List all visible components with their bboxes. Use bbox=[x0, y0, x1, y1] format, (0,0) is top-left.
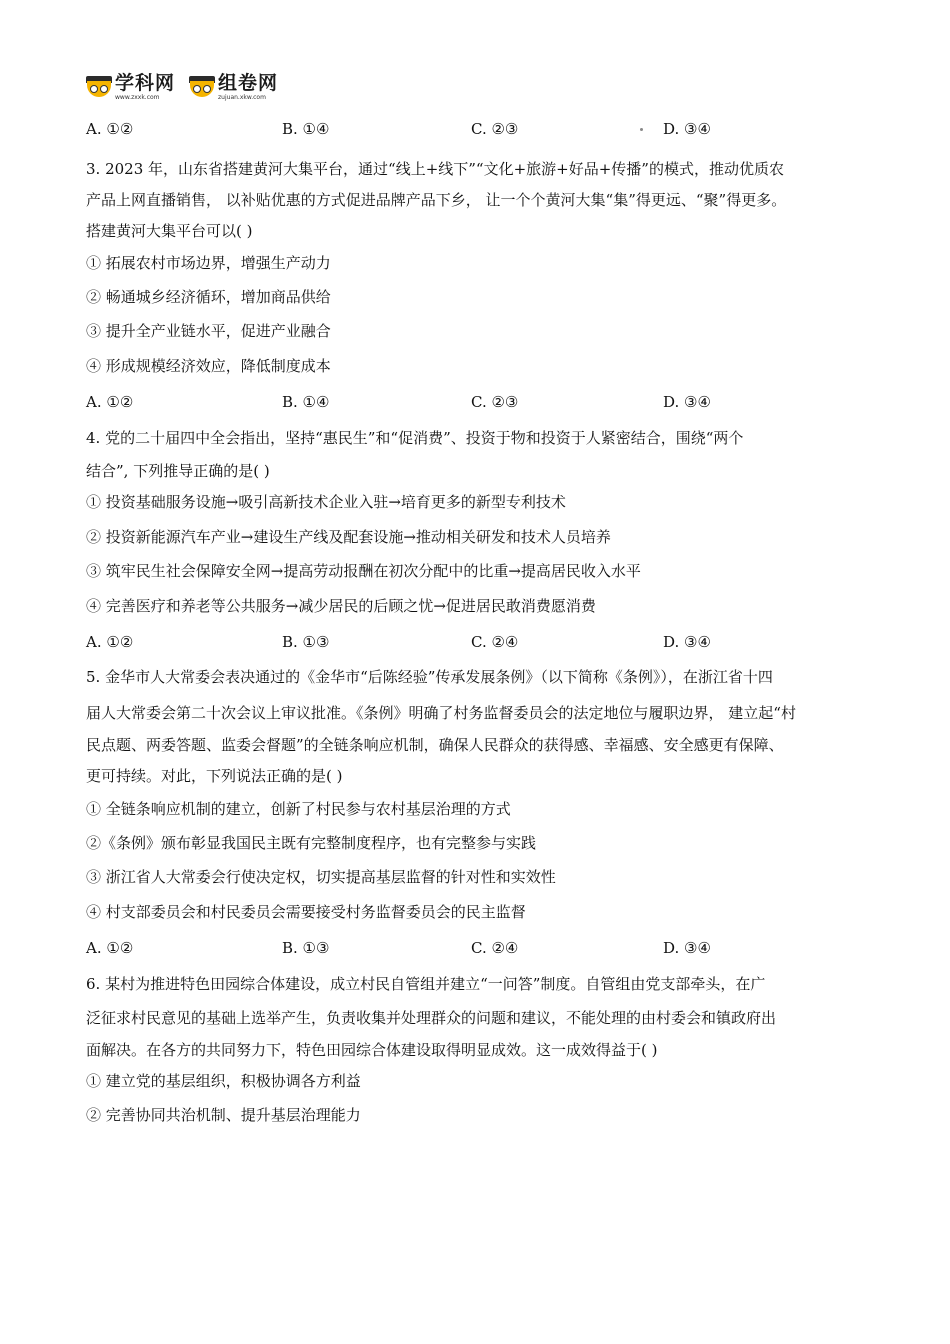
option-c[interactable]: C. ②④ bbox=[471, 633, 519, 651]
q4-stem-line: 结合”, 下列推导正确的是( ) bbox=[86, 462, 270, 480]
option-b[interactable]: B. ①④ bbox=[282, 120, 330, 138]
q5-item: ②《条例》颁布彰显我国民主既有完整制度程序，也有完整参与实践 bbox=[86, 834, 537, 852]
option-d[interactable]: D. ③④ bbox=[663, 120, 711, 138]
owl-logo-icon bbox=[86, 76, 112, 98]
option-d[interactable]: D. ③④ bbox=[663, 393, 711, 411]
q5-options bbox=[86, 938, 786, 958]
q5-stem-line: 民点题、两委答题、监委会督题”的全链条响应机制，确保人民群众的获得感、幸福感、安全感更有保障、 bbox=[86, 736, 784, 754]
q5-stem-line: 更可持续。对此，下列说法正确的是( ) bbox=[86, 767, 343, 785]
owl-logo-icon bbox=[189, 76, 215, 98]
q3-item: ② 畅通城乡经济循环，增加商品供给 bbox=[86, 288, 331, 306]
q5-stem-line: 届人大常委会第二十次会议上审议批准。《条例》明确了村务监督委员会的法定地位与履职边界， 建立起“村 bbox=[86, 704, 796, 722]
stray-dot bbox=[640, 128, 643, 131]
q3-item: ③ 提升全产业链水平，促进产业融合 bbox=[86, 322, 331, 340]
option-b[interactable]: B. ①③ bbox=[282, 633, 330, 651]
option-a[interactable]: A. ①② bbox=[86, 939, 134, 957]
q3-stem-line: 产品上网直播销售， 以补贴优惠的方式促进品牌产品下乡， 让一个个黄河大集“集”得更远、“聚”得更多。 bbox=[86, 191, 787, 209]
q5-item: ④ 村支部委员会和村民委员会需要接受村务监督委员会的民主监督 bbox=[86, 903, 526, 921]
q6-stem-line: 6. 某村为推进特色田园综合体建设，成立村民自管组并建立“一问答”制度。自管组由党支部牵头，在广 bbox=[86, 975, 766, 993]
q3-stem-line: 搭建黄河大集平台可以( ) bbox=[86, 222, 253, 240]
logo-url: www.zxxk.com bbox=[115, 93, 160, 101]
logo-name: 组卷网 bbox=[218, 71, 279, 94]
option-d[interactable]: D. ③④ bbox=[663, 633, 711, 651]
q2-options bbox=[86, 119, 786, 139]
option-a[interactable]: A. ①② bbox=[86, 633, 134, 651]
q4-options bbox=[86, 632, 786, 652]
page-header bbox=[86, 70, 292, 104]
q6-item: ① 建立党的基层组织，积极协调各方利益 bbox=[86, 1072, 361, 1090]
option-c[interactable]: C. ②③ bbox=[471, 120, 519, 138]
option-c[interactable]: C. ②③ bbox=[471, 393, 519, 411]
q3-item: ① 拓展农村市场边界，增强生产动力 bbox=[86, 254, 331, 272]
q3-item: ④ 形成规模经济效应，降低制度成本 bbox=[86, 357, 331, 375]
zujuan-logo bbox=[189, 71, 279, 101]
q5-item: ③ 浙江省人大常委会行使决定权，切实提高基层监督的针对性和实效性 bbox=[86, 868, 556, 886]
q3-options bbox=[86, 392, 786, 412]
q4-stem-line: 4. 党的二十届四中全会指出，坚持“惠民生”和“促消费”、投资于物和投资于人紧密结合，围绕“两个 bbox=[86, 429, 744, 447]
q4-item: ④ 完善医疗和养老等公共服务→减少居民的后顾之忧→促进居民敢消费愿消费 bbox=[86, 597, 596, 615]
option-d[interactable]: D. ③④ bbox=[663, 939, 711, 957]
option-a[interactable]: A. ①② bbox=[86, 120, 134, 138]
option-a[interactable]: A. ①② bbox=[86, 393, 134, 411]
option-b[interactable]: B. ①③ bbox=[282, 939, 330, 957]
q3-stem-line: 3. 2023 年，山东省搭建黄河大集平台，通过“线上+线下”“文化+旅游+好品+传播”的模式，推动优质农 bbox=[86, 160, 784, 178]
logo-url: zujuan.xkw.com bbox=[218, 93, 266, 101]
option-b[interactable]: B. ①④ bbox=[282, 393, 330, 411]
q4-item: ① 投资基础服务设施→吸引高新技术企业入驻→培育更多的新型专利技术 bbox=[86, 493, 566, 511]
q5-item: ① 全链条响应机制的建立，创新了村民参与农村基层治理的方式 bbox=[86, 800, 511, 818]
q6-item: ② 完善协同共治机制、提升基层治理能力 bbox=[86, 1106, 361, 1124]
q6-stem-line: 泛征求村民意见的基础上选举产生，负责收集并处理群众的问题和建议，不能处理的由村委会和镇政府出 bbox=[86, 1009, 777, 1027]
zxxk-logo bbox=[86, 71, 176, 101]
q5-stem-line: 5. 金华市人大常委会表决通过的《金华市“后陈经验”传承发展条例》（以下简称《条例》），在浙江省十四 bbox=[86, 668, 773, 686]
option-c[interactable]: C. ②④ bbox=[471, 939, 519, 957]
q6-stem-line: 面解决。在各方的共同努力下，特色田园综合体建设取得明显成效。这一成效得益于( ) bbox=[86, 1041, 658, 1059]
logo-name: 学科网 bbox=[115, 71, 176, 94]
q4-item: ③ 筑牢民生社会保障安全网→提高劳动报酬在初次分配中的比重→提高居民收入水平 bbox=[86, 562, 641, 580]
q4-item: ② 投资新能源汽车产业→建设生产线及配套设施→推动相关研发和技术人员培养 bbox=[86, 528, 611, 546]
